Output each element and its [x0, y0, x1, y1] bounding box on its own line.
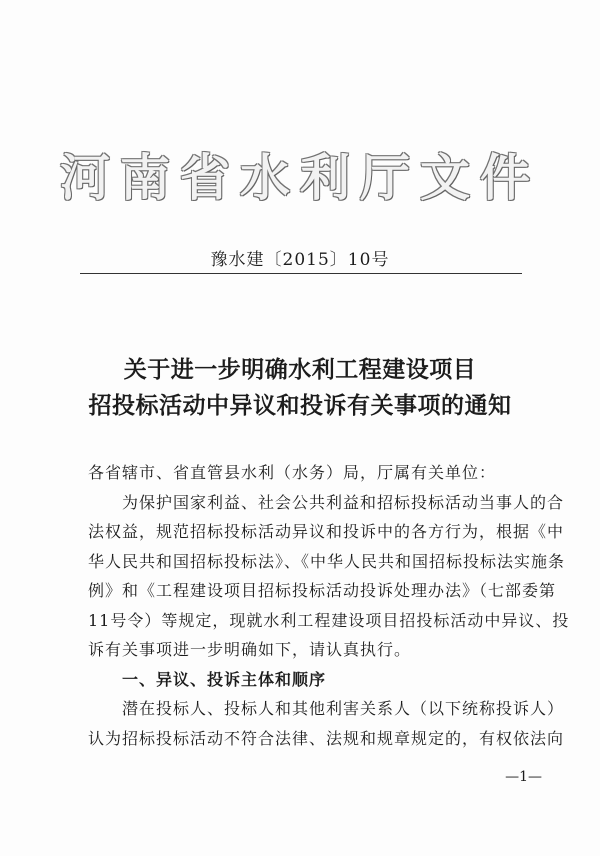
body-line: 为保护国家利益、社会公共利益和招标投标活动当事人的合: [88, 492, 565, 512]
body-line: 法权益，规范招标投标活动异议和投诉中的各方行为，根据《中: [88, 522, 565, 541]
body-line: 11号令）等规定，现就水利工程建设项目招投标活动中异议、投: [88, 610, 570, 630]
body-line: 例》和《工程建设项目招标投标活动投诉处理办法》（七部委第: [88, 581, 557, 600]
notice-title-line-1: 关于进一步明确水利工程建设项目: [123, 357, 477, 383]
body-line: 潜在投标人、投标人和其他利害关系人（以下统称投诉人）: [88, 699, 565, 718]
document-number: 豫水建〔2015〕10号: [210, 250, 390, 270]
body-line: 诉有关事项进一步明确如下，请认真执行。: [88, 640, 412, 659]
salutation: 各省辖市、省直管县水利（水务）局，厅属有关单位：: [88, 463, 497, 482]
page-number: —1—: [505, 769, 542, 785]
body-line: 华人民共和国招标投标法》、《中华人民共和国招标投标法实施条: [88, 551, 566, 571]
notice-title: [0, 352, 600, 424]
body-line: 认为招标投标活动不符合法律、法规和规章规定的，有权依法向: [88, 728, 565, 748]
notice-body: [88, 458, 570, 753]
notice-title-line-2: 招投标活动中异议和投诉有关事项的通知: [88, 393, 512, 419]
header-divider: [80, 273, 522, 274]
issuing-authority-title: 河南省水利厅文件: [60, 149, 540, 207]
section-heading-1: 一、异议、投诉主体和顺序: [88, 669, 327, 689]
